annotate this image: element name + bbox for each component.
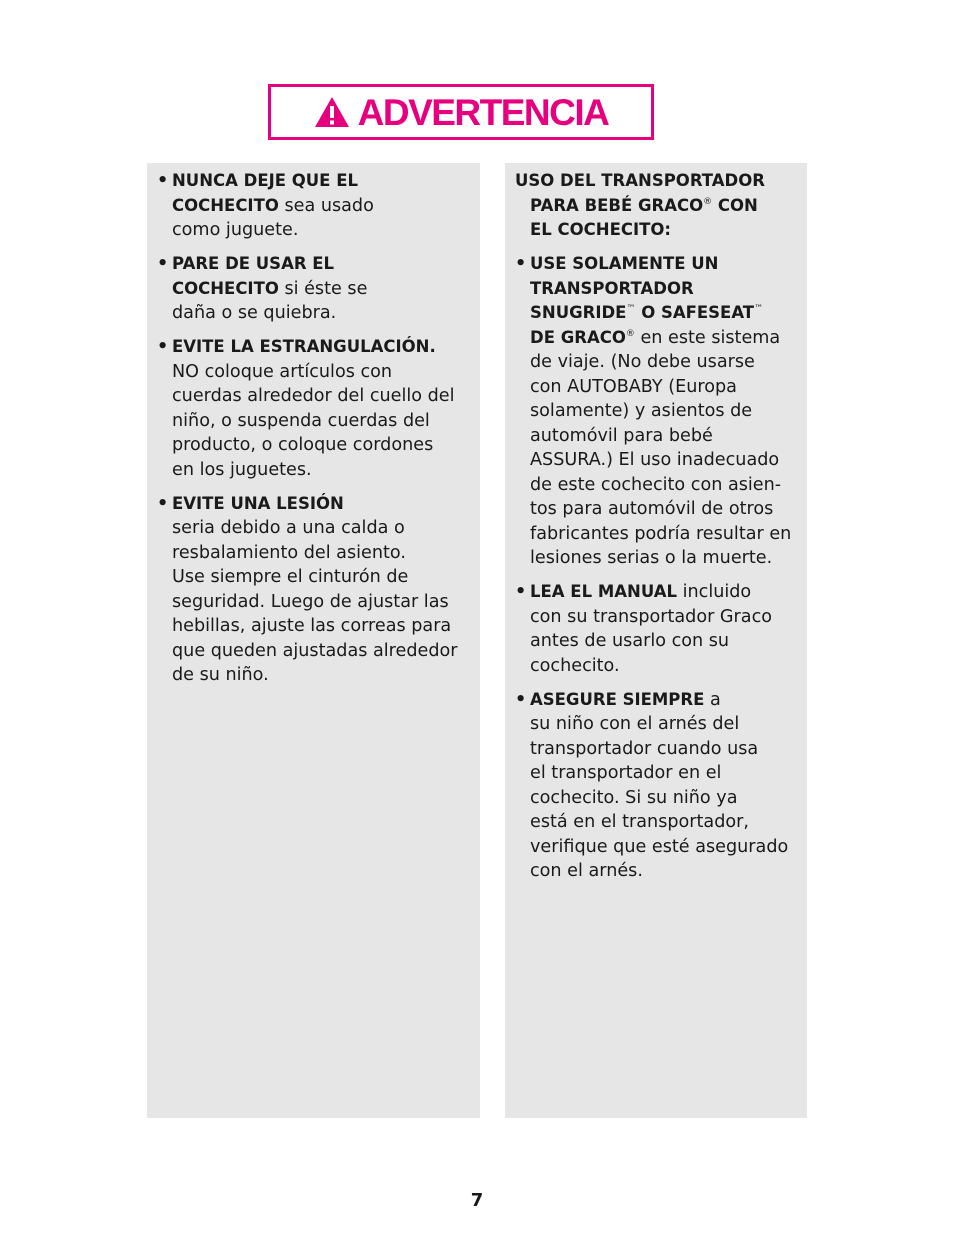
heading-text: CON (712, 195, 758, 215)
item-text: está en el transportador, (530, 812, 749, 832)
item-text: fabricantes podría resultar en (530, 523, 792, 544)
bullet: • (157, 337, 169, 357)
registered-mark: ® (703, 196, 713, 207)
warning-item-damage (157, 252, 470, 326)
item-text: que queden ajustadas alrededor (172, 640, 458, 661)
item-text: cochecito. (530, 655, 620, 676)
item-text: como juguete. (172, 220, 299, 240)
item-bold: ASEGURE SIEMPRE (530, 689, 705, 709)
item-text: su niño con el arnés del (530, 714, 740, 734)
item-text: seria debido a una calda o (172, 518, 405, 538)
item-bold: SNUGRIDE (530, 303, 627, 322)
item-text: producto, o coloque cordones (172, 435, 434, 455)
item-text: resbalamiento del asiento. (172, 542, 406, 563)
item-text: transportador cuando usa (530, 738, 759, 759)
item-bold: COCHECITO (172, 195, 279, 215)
item-text: a (704, 689, 721, 710)
item-text: si éste se (278, 278, 368, 299)
item-bold: USE SOLAMENTE UN (530, 254, 719, 273)
section-heading (515, 169, 801, 243)
right-column (505, 163, 807, 1118)
item-text: cochecito. Si su niño ya (530, 787, 738, 808)
item-text: cuerdas alrededor del cuello del (172, 386, 455, 406)
item-text: de este cochecito con asien- (530, 474, 782, 495)
item-bold: TRANSPORTADOR (530, 278, 694, 298)
bullet: • (515, 582, 527, 602)
item-text: antes de usarlo con su (530, 631, 730, 651)
left-column (147, 163, 480, 1118)
item-text: automóvil para bebé (530, 425, 713, 446)
item-bold: LEA EL MANUAL (530, 582, 678, 601)
bullet: • (157, 254, 169, 274)
item-bold: EVITE LA ESTRANGULACIÓN. (172, 337, 436, 356)
warning-item-strangulation (157, 335, 470, 482)
item-text: Use siempre el cinturón de (172, 567, 409, 587)
item-text: solamente) y asientos de (530, 401, 753, 421)
warning-banner-content (314, 91, 609, 133)
warning-item-injury (157, 492, 470, 688)
bullet: • (157, 171, 169, 191)
bullet: • (515, 689, 527, 710)
item-text: verifique que esté asegurado (530, 836, 789, 857)
item-bold: COCHECITO (172, 278, 279, 298)
item-text: niño, o suspenda cuerdas del (172, 410, 430, 431)
item-bold: DE GRACO (530, 327, 626, 347)
warning-item-harness (515, 688, 801, 884)
item-bold: NUNCA DEJE QUE EL (172, 171, 358, 190)
item-bold: PARE DE USAR EL (172, 254, 335, 273)
bullet: • (515, 254, 527, 274)
trademark: ™ (754, 304, 764, 314)
item-text: tos para automóvil de otros (530, 499, 774, 519)
page-number: 7 (470, 1190, 484, 1211)
item-text: con el arnés. (530, 861, 643, 881)
item-text: con su transportador Graco (530, 606, 773, 627)
trademark: ™ (626, 304, 636, 314)
item-bold: O SAFESEAT (635, 303, 755, 322)
item-text: de su niño. (172, 665, 269, 685)
warning-item-carrier-only (515, 252, 801, 571)
heading-text: EL COCHECITO: (530, 220, 671, 239)
item-text: en este sistema (634, 327, 781, 348)
item-text: el transportador en el (530, 763, 722, 783)
item-text: de viaje. (No debe usarse (530, 352, 755, 372)
item-text: lesiones serias o la muerte. (530, 548, 773, 568)
item-text: NO coloque artículos con (172, 361, 393, 382)
item-text: incluido (677, 582, 752, 602)
banner-title: ADVERTENCIA (357, 91, 609, 133)
item-text: en los juguetes. (172, 459, 312, 480)
item-text: hebillas, ajuste las correas para (172, 616, 452, 636)
item-text: sea usado (278, 195, 374, 216)
item-text: ASSURA.) El uso inadecuado (530, 450, 780, 470)
bullet: • (157, 493, 169, 514)
item-bold: EVITE UNA LESIÓN (172, 493, 344, 513)
registered-mark: ® (625, 328, 635, 339)
item-text: daña o se quiebra. (172, 303, 337, 323)
warning-banner (268, 84, 654, 140)
warning-item-read-manual (515, 580, 801, 678)
heading-text: USO DEL TRANSPORTADOR (515, 171, 765, 190)
warning-triangle-icon (314, 96, 350, 128)
item-text: seguridad. Luego de ajustar las (172, 591, 449, 612)
warning-item-toy (157, 169, 470, 243)
heading-text: PARA BEBÉ GRACO (530, 195, 704, 215)
item-text: con AUTOBABY (Europa (530, 376, 737, 397)
